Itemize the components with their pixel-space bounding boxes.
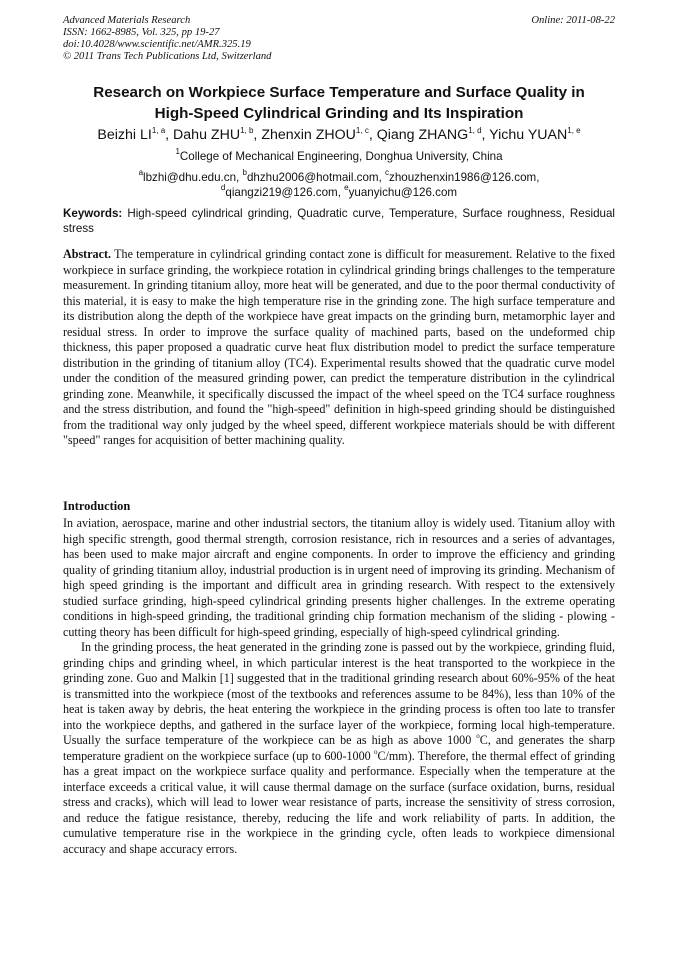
abstract-label: Abstract. xyxy=(63,247,112,261)
author-sup: 1, e xyxy=(567,126,581,135)
author-sup: 1, c xyxy=(355,126,369,135)
affiliation xyxy=(20,147,658,164)
email-sup: e xyxy=(344,182,349,192)
email-list: $^a$lbzhi@dhu.edu.cn, $^b$dhzhu2006@hotmail.com, $^c$zhouzhenxin1986@126.com, $^d$qiangzi219@126.com, $^e$yuanyichu@126.com xyxy=(138,168,540,199)
copyright-line: © 2011 Trans Tech Publications Ltd, Switzerland xyxy=(63,51,272,62)
paragraph-text: C, and generates the sharp temperature gradient on the workpiece surface (up to 600-1000 xyxy=(63,733,615,763)
email-link[interactable]: lbzhi@dhu.edu.cn xyxy=(143,171,237,184)
author-sup: 1, a xyxy=(151,126,166,135)
email-sup: a xyxy=(138,168,144,177)
degree-sup: o xyxy=(373,747,378,756)
author-sup: 1, b xyxy=(240,126,254,135)
email-link[interactable]: dhzhu2006@hotmail.com xyxy=(246,171,379,184)
intro-paragraph-1: In aviation, aerospace, marine and other industrial sectors, the titanium alloy is widely used. Titanium alloy with high specific strength, good thermal strength, corrosion resistance, rich in resources and a series of advantages, has been used to make major aircraft and engine components. In order to improve the efficiency and grinding quality of grinding titanium alloy, industrial production is in urgent need of improving its grinding. Mechanism of high speed grinding is the important and difficult area in grinding research. With respect to the extensively studied surface grinding, high-speed cylindrical grinding presents higher challenges. In the extreme operating conditions in high-speed grinding, the traditional grinding chip formation mechanism of the sliding - plowing - cutting theory has been difficult for high-speed grinding, especially of high-speed cylindrical grinding. xyxy=(63,516,615,639)
journal-name: Advanced Materials Research xyxy=(63,15,191,26)
keywords-label: Keywords: xyxy=(63,207,123,220)
author-name: Dahu ZHU xyxy=(173,127,241,143)
degree-sup: o xyxy=(476,732,480,740)
author-name: Beizhi LI xyxy=(97,127,152,143)
author-list: Beizhi LI$^{1, a}$, Dahu ZHU$^{1, b}$, Zhenxin ZHOU$^{1, c}$, Qiang ZHANG$^{1, d}$, Yichu YUAN$^{1, e}$ xyxy=(97,126,581,143)
paragraph-text: In the grinding process, the heat generated in the grinding zone is passed out by the workpiece, grinding fluid, grinding chips and grinding wheel, in which particular interest is the heat transported to the workpiece in the grinding zone. Guo and Malkin [1] suggested that in the traditional grinding research about 60%-95% of the heat is transmitted into the workpiece (most of the textbooks and references assume to be 84%), less than 10% of the heat is taken away by debris, the heat entering the workpiece in the grinding process is often too late to transfer into the workpiece depths, and gathered in the surface layer of the workpiece, forming local high-temperature. Usually the surface temperature of the workpiece can be as high as above 1000 xyxy=(63,640,615,747)
issn-line: ISSN: 1662-8985, Vol. 325, pp 19-27 xyxy=(63,27,220,38)
online-date: Online: 2011-08-22 xyxy=(531,15,615,26)
abstract-block xyxy=(63,247,615,449)
paper-title xyxy=(40,82,638,124)
journal-header xyxy=(63,15,271,63)
email-link[interactable]: qiangzi219@126.com xyxy=(225,185,338,199)
email-link[interactable]: zhouzhenxin1986@126.com xyxy=(389,171,537,184)
introduction-heading: Introduction xyxy=(63,499,131,513)
title-line-2: High-Speed Cylindrical Grinding and Its Inspiration xyxy=(154,105,524,122)
keywords-text: High-speed cylindrical grinding, Quadratic curve, Temperature, Surface roughness, Residual stress xyxy=(63,207,615,235)
author-sup: 1, d xyxy=(468,126,482,135)
paragraph-text: C/mm). Therefore, the thermal effect of grinding has a great impact on the workpiece surface quality and performance. Especially when the temperature at the interface exceeds a critical value, it will cause thermal damage on the surface (surface oxidation, burns, residual stress and cracks), which will lead to lower wear resistance of parts, increase the sensitivity of stress corrosion, and reduce the fatigue resistance, thereby, reducing the life and work reliability of parts. In addition, the cumulative temperature rise in the workpiece in the grinding cycle, often leads to workpiece dimensional accuracy and shape accuracy errors. xyxy=(63,748,615,856)
author-name: Qiang ZHANG xyxy=(376,127,469,143)
email-sup: c xyxy=(385,168,390,177)
intro-paragraph-2 xyxy=(63,640,615,857)
introduction-body xyxy=(63,516,615,857)
author-name: Zhenxin ZHOU xyxy=(261,127,356,143)
author-name: Yichu YUAN xyxy=(489,127,568,143)
doi-line: doi:10.4028/www.scientific.net/AMR.325.19 xyxy=(63,39,251,50)
email-sup: d xyxy=(220,182,226,192)
keywords-block xyxy=(63,207,615,236)
affiliation-text: College of Mechanical Engineering, Donghua University, China xyxy=(179,150,503,163)
abstract-text: The temperature in cylindrical grinding contact zone is difficult for measurement. Relative to the fixed workpiece in surface grinding, the workpiece rotation in cylindrical grinding brings challenges to the temperature measurement. In grinding titanium alloy, more heat will be generated, and due to the poor thermal conductivity of this material, it is easy to make the high temperature rise in the grinding zone. The high surface temperature and its distribution along the depth of the workpiece have great impacts on the grinding burn, metamorphic layer and residual stress. In order to improve the surface quality of machined parts, based on the undeformed chip thickness, this paper proposed a quadratic curve heat flux distribution model to predict the surface temperature distribution in the grinding of titanium alloy (TC4). Experimental results showed that the quadratic curve model under the condition of the measured grinding power, can predict the temperature distribution in the cylindrical grinding zone. Meanwhile, it specifically discussed the impact of the wheel speed on the TC4 surface roughness and the stress distribution, and found the "high-speed" definition in high-speed grinding should be distinguished from the traditional way only judged by the wheel speed, different workpiece materials should be with different "speed" ranges for acquisition of better machining quality. xyxy=(63,247,615,447)
email-sup: b xyxy=(242,168,247,177)
title-line-1: Research on Workpiece Surface Temperature and Surface Quality in xyxy=(93,84,585,101)
email-link[interactable]: yuanyichu@126.com xyxy=(348,185,458,199)
affiliation-sup: 1 xyxy=(175,147,180,156)
